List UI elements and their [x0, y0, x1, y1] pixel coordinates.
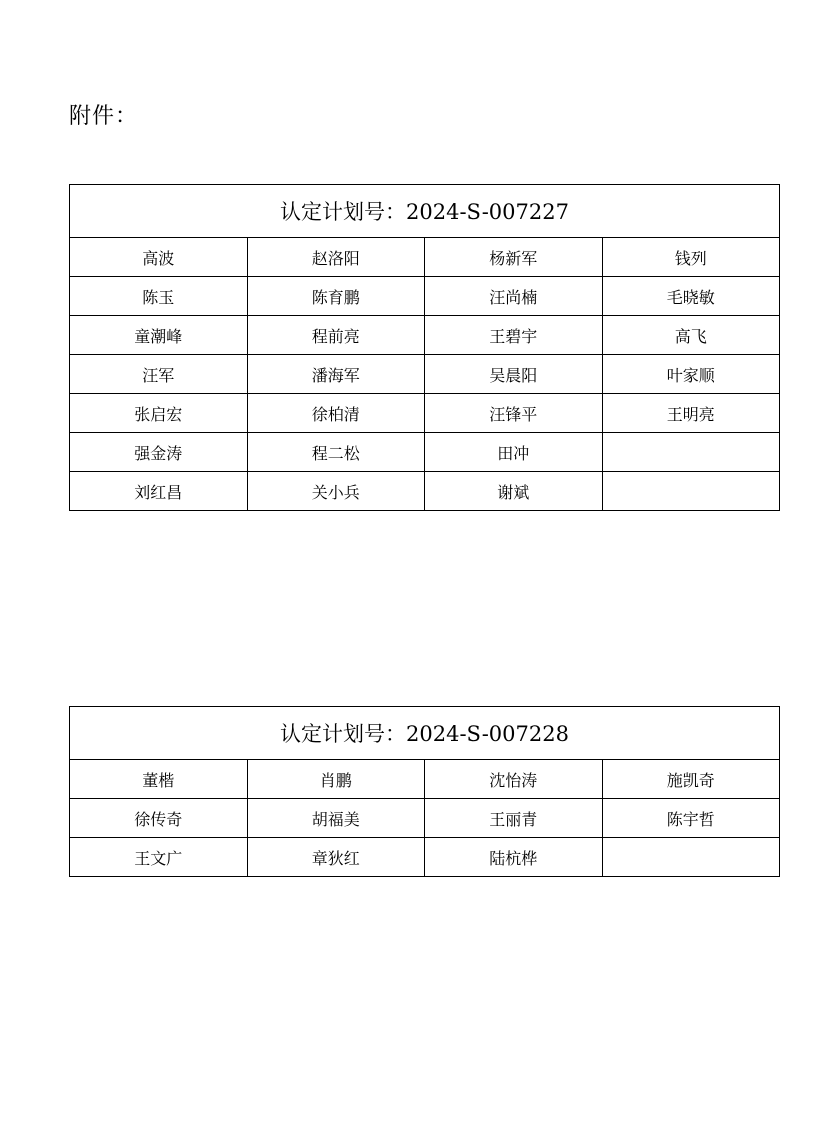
name-cell: 肖鹏: [247, 760, 425, 799]
name-cell: 程二松: [247, 433, 425, 472]
table-row: [70, 238, 780, 277]
name-cell: 刘红昌: [70, 472, 248, 511]
table-row: [70, 355, 780, 394]
name-cell: 王明亮: [602, 394, 780, 433]
name-cell: 王丽青: [425, 799, 603, 838]
table-row: [70, 316, 780, 355]
name-cell: 程前亮: [247, 316, 425, 355]
name-cell: 吴晨阳: [425, 355, 603, 394]
name-cell: 施凯奇: [602, 760, 780, 799]
name-cell: 陈玉: [70, 277, 248, 316]
name-cell: 潘海军: [247, 355, 425, 394]
name-cell: 钱列: [602, 238, 780, 277]
plan-table-2024-S-007228: [69, 706, 780, 877]
name-cell: [602, 433, 780, 472]
name-cell: 谢斌: [425, 472, 603, 511]
name-cell: 董楷: [70, 760, 248, 799]
name-cell: 赵洛阳: [247, 238, 425, 277]
name-cell: 陈育鹏: [247, 277, 425, 316]
name-cell: 汪军: [70, 355, 248, 394]
table-row: [70, 799, 780, 838]
name-cell: 关小兵: [247, 472, 425, 511]
name-cell: 陈宇哲: [602, 799, 780, 838]
table-row: [70, 433, 780, 472]
name-cell: 汪锋平: [425, 394, 603, 433]
plan-table-2024-S-007227: [69, 184, 780, 511]
name-cell: 田冲: [425, 433, 603, 472]
name-cell: 张启宏: [70, 394, 248, 433]
table-row: [70, 394, 780, 433]
plan-number-title: 认定计划号：2024-S-007227: [70, 185, 780, 238]
name-cell: 胡福美: [247, 799, 425, 838]
name-cell: [602, 838, 780, 877]
name-cell: 陆杭桦: [425, 838, 603, 877]
table-title-row: [70, 707, 780, 760]
attachment-label: 附件：: [69, 104, 139, 129]
name-cell: 高飞: [602, 316, 780, 355]
name-cell: 叶家顺: [602, 355, 780, 394]
table-row: [70, 472, 780, 511]
name-cell: 强金涛: [70, 433, 248, 472]
plan-number-title: 认定计划号：2024-S-007228: [70, 707, 780, 760]
name-cell: 王碧宇: [425, 316, 603, 355]
name-cell: 王文广: [70, 838, 248, 877]
table-row: [70, 277, 780, 316]
name-cell: 徐传奇: [70, 799, 248, 838]
table-row: [70, 838, 780, 877]
name-cell: 沈怡涛: [425, 760, 603, 799]
table-title-row: [70, 185, 780, 238]
name-cell: 毛晓敏: [602, 277, 780, 316]
name-cell: [602, 472, 780, 511]
table-row: [70, 760, 780, 799]
name-cell: 徐柏清: [247, 394, 425, 433]
name-cell: 高波: [70, 238, 248, 277]
name-cell: 杨新军: [425, 238, 603, 277]
name-cell: 汪尚楠: [425, 277, 603, 316]
name-cell: 童潮峰: [70, 316, 248, 355]
name-cell: 章狄红: [247, 838, 425, 877]
